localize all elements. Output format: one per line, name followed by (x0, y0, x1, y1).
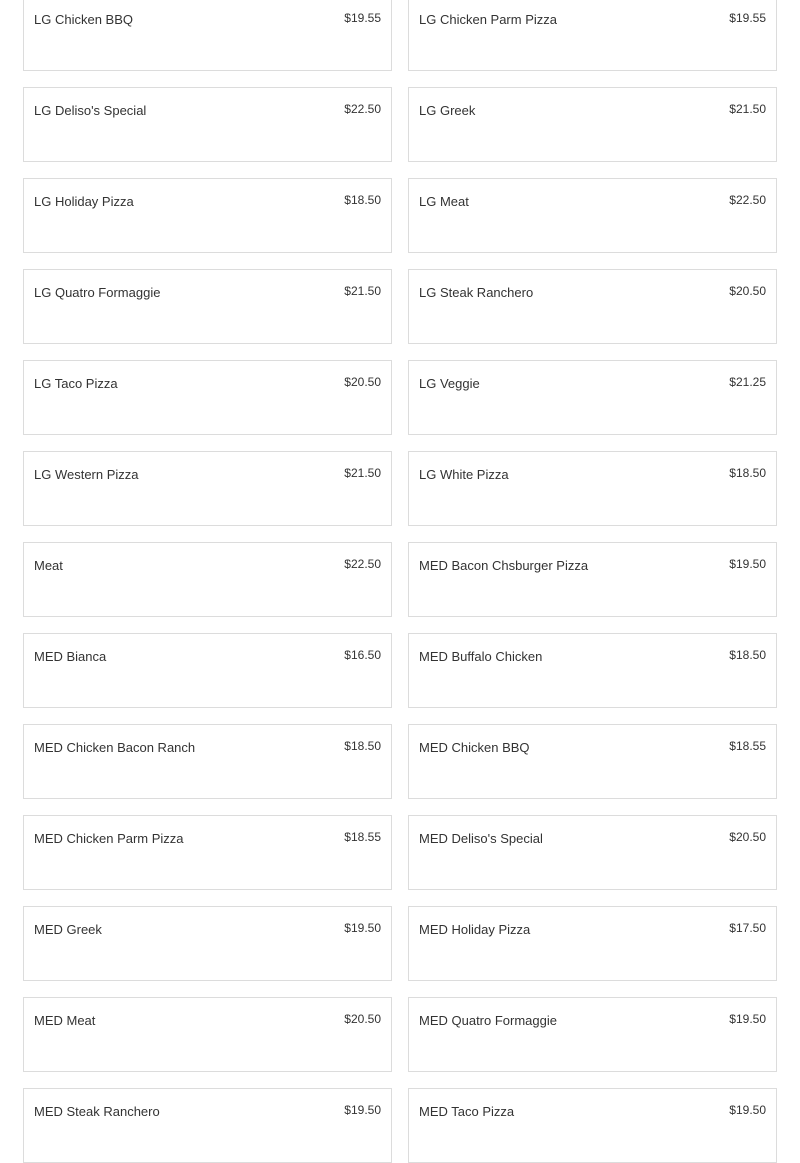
menu-item-card[interactable] (23, 87, 392, 162)
menu-item-name: LG Taco Pizza (34, 376, 118, 391)
menu-item-name: Meat (34, 558, 63, 573)
menu-item-price: $19.55 (729, 11, 766, 25)
menu-item-card[interactable] (408, 997, 777, 1072)
menu-item-name: LG Veggie (419, 376, 480, 391)
menu-item-card[interactable] (23, 451, 392, 526)
menu-item-name: MED Bacon Chsburger Pizza (419, 558, 589, 573)
menu-item-card[interactable] (23, 724, 392, 799)
menu-item-price: $18.55 (729, 739, 766, 753)
menu-item-card[interactable] (408, 815, 777, 890)
menu-item-card[interactable] (408, 360, 777, 435)
menu-item-price: $19.50 (729, 1103, 766, 1117)
menu-item-card[interactable] (408, 1088, 777, 1163)
menu-item-price: $17.50 (729, 921, 766, 935)
menu-item-name: MED Chicken Bacon Ranch (34, 740, 196, 755)
menu-item-card[interactable] (408, 633, 777, 708)
menu-item-price: $21.50 (344, 284, 381, 298)
menu-item-price: $18.50 (729, 648, 766, 662)
menu-item-card[interactable] (408, 87, 777, 162)
menu-item-card[interactable] (408, 451, 777, 526)
menu-item-name: LG Greek (419, 103, 476, 118)
menu-item-name: MED Steak Ranchero (34, 1104, 160, 1119)
menu-item-price: $22.50 (729, 193, 766, 207)
menu-item-card[interactable] (23, 269, 392, 344)
menu-item-name: MED Quatro Formaggie (419, 1013, 557, 1028)
menu-item-card[interactable] (23, 815, 392, 890)
menu-item-card[interactable] (408, 269, 777, 344)
menu-item-price: $20.50 (729, 284, 766, 298)
menu-item-card[interactable] (23, 360, 392, 435)
menu-item-price: $19.55 (344, 11, 381, 25)
menu-item-name: LG Deliso's Special (34, 103, 147, 118)
menu-item-price: $19.50 (729, 1012, 766, 1026)
menu-item-name: LG Chicken BBQ (34, 12, 133, 27)
menu-item-name: MED Meat (34, 1013, 96, 1028)
menu-item-name: LG Chicken Parm Pizza (419, 12, 557, 27)
menu-item-card[interactable] (23, 0, 392, 71)
menu-item-card[interactable] (408, 542, 777, 617)
menu-item-price: $21.50 (729, 102, 766, 116)
menu-item-name: MED Greek (34, 922, 102, 937)
menu-item-price: $16.50 (344, 648, 381, 662)
menu-item-card[interactable] (23, 178, 392, 253)
menu-item-name: MED Chicken Parm Pizza (34, 831, 184, 846)
menu-item-card[interactable] (23, 906, 392, 981)
menu-item-name: LG Meat (419, 194, 469, 209)
menu-item-price: $19.50 (729, 557, 766, 571)
menu-item-price: $19.50 (344, 921, 381, 935)
menu-item-price: $18.50 (729, 466, 766, 480)
menu-item-card[interactable] (408, 906, 777, 981)
menu-item-name: LG Quatro Formaggie (34, 285, 161, 300)
menu-item-name: LG White Pizza (419, 467, 509, 482)
menu-item-price: $20.50 (729, 830, 766, 844)
menu-item-price: $21.50 (344, 466, 381, 480)
menu-item-price: $18.50 (344, 193, 381, 207)
menu-item-grid (23, 0, 777, 1163)
menu-item-card[interactable] (23, 1088, 392, 1163)
menu-item-name: LG Steak Ranchero (419, 285, 534, 300)
menu-item-card[interactable] (23, 542, 392, 617)
menu-item-name: MED Holiday Pizza (419, 922, 531, 937)
menu-item-price: $20.50 (344, 1012, 381, 1026)
menu-item-card[interactable] (408, 0, 777, 71)
menu-item-card[interactable] (23, 997, 392, 1072)
menu-item-name: MED Taco Pizza (419, 1104, 515, 1119)
menu-item-card[interactable] (23, 633, 392, 708)
menu-item-price: $19.50 (344, 1103, 381, 1117)
menu-item-price: $18.55 (344, 830, 381, 844)
menu-item-price: $20.50 (344, 375, 381, 389)
menu-item-price: $22.50 (344, 102, 381, 116)
menu-item-price: $18.50 (344, 739, 381, 753)
menu-item-price: $21.25 (729, 375, 766, 389)
menu-item-name: MED Deliso's Special (419, 831, 543, 846)
menu-item-card[interactable] (408, 178, 777, 253)
menu-item-name: MED Bianca (34, 649, 107, 664)
menu-item-name: MED Buffalo Chicken (419, 649, 543, 664)
menu-item-name: LG Western Pizza (34, 467, 139, 482)
menu-item-name: LG Holiday Pizza (34, 194, 134, 209)
menu-item-card[interactable] (408, 724, 777, 799)
menu-item-name: MED Chicken BBQ (419, 740, 530, 755)
menu-item-price: $22.50 (344, 557, 381, 571)
